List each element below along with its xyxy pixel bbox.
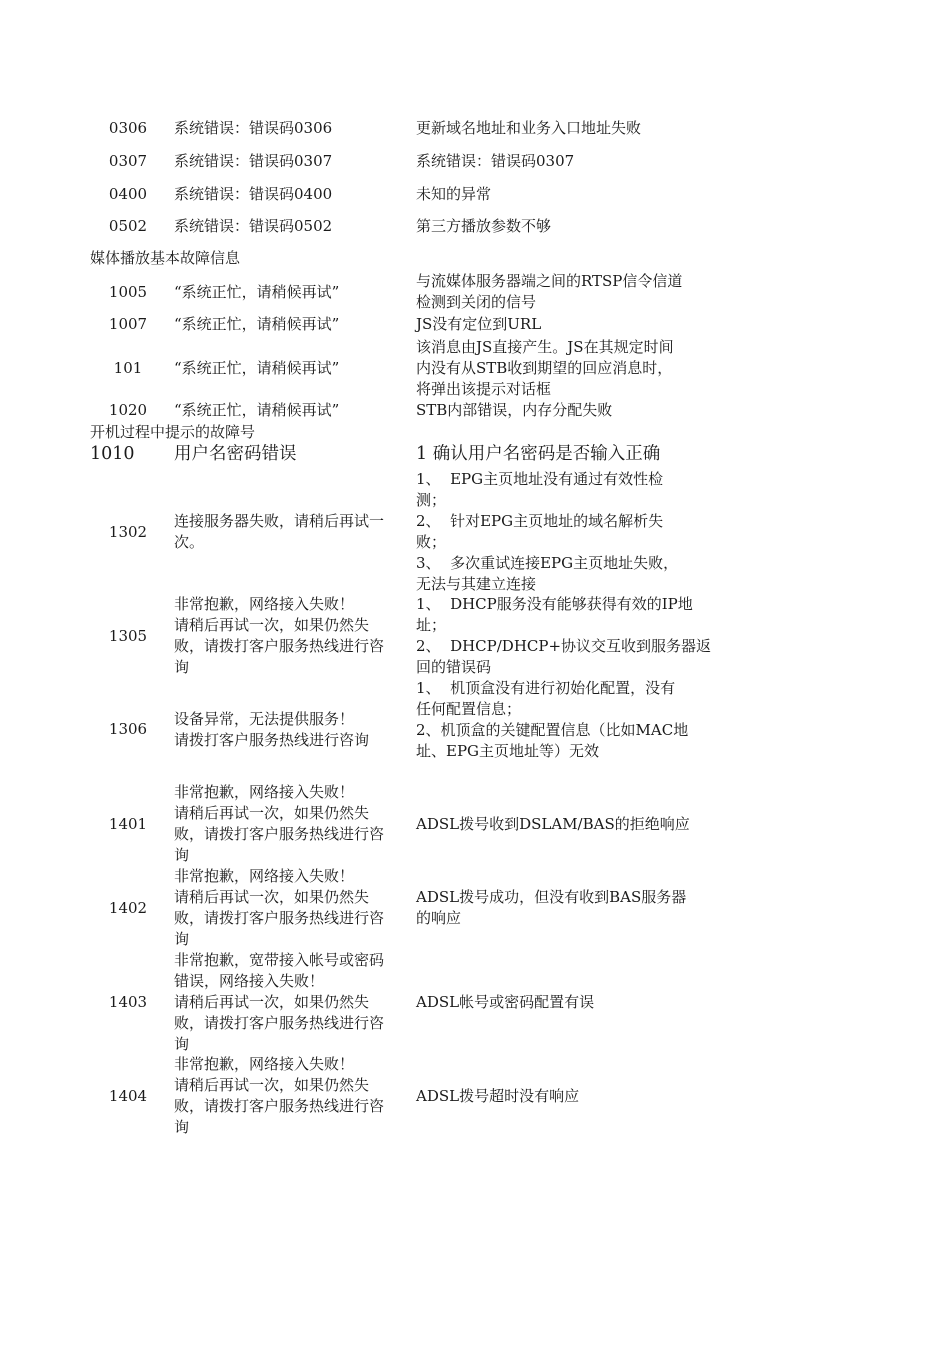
error-code: 1010 [90, 444, 135, 464]
table-row [0, 444, 950, 468]
error-code: 101 [113, 359, 143, 377]
error-message: “系统正忙，请稍候再试” [174, 315, 340, 333]
error-message: 系统错误：错误码0306 [174, 119, 333, 137]
error-message: 非常抱歉，网络接入失败！ 请稍后再试一次，如果仍然失 败，请拨打客户服务热线进行咨 询 [174, 867, 385, 948]
error-description: JS没有定位到URL [416, 315, 542, 333]
error-code: 1302 [108, 522, 148, 541]
error-message: 非常抱歉，网络接入失败！ 请稍后再试一次，如果仍然失 败，请拨打客户服务热线进行咨 询 [174, 783, 385, 864]
table-row [0, 314, 950, 335]
error-message: 系统错误：错误码0502 [174, 217, 333, 235]
table-row [0, 678, 950, 762]
error-description: 未知的异常 [416, 185, 492, 203]
error-message: 设备异常，无法提供服务！ 请拨打客户服务热线进行咨询 [174, 710, 370, 749]
table-row [0, 184, 950, 205]
error-description: 1、 EPG主页地址没有通过有效性检 测； 2、 针对EPG主页地址的域名解析失 败； 3、 多次重试连接EPG主页地址失败， 无法与其建立连接 [416, 470, 679, 593]
error-description: STB内部错误，内存分配失败 [416, 401, 613, 419]
table-row [0, 271, 950, 313]
error-description: ADSL拨号收到DSLAM/BAS的拒绝响应 [416, 814, 690, 833]
error-message: 连接服务器失败，请稍后再试一 次。 [174, 512, 385, 551]
table-row [0, 151, 950, 172]
error-description: 1 确认用户名密码是否输入正确 [416, 444, 661, 464]
error-message: 系统错误：错误码0307 [174, 152, 333, 170]
table-row [0, 594, 950, 678]
error-code: 0502 [108, 217, 148, 235]
error-message: 非常抱歉，宽带接入帐号或密码 错误，网络接入失败！ 请稍后再试一次，如果仍然失 败，请拨打客户服务热线进行咨 询 [174, 951, 385, 1053]
error-code: 1020 [108, 401, 148, 419]
error-message: “系统正忙，请稍候再试” [174, 359, 340, 377]
error-code: 1007 [108, 315, 148, 333]
table-row [0, 866, 950, 950]
error-code: 1401 [108, 814, 148, 833]
table-row [0, 118, 950, 139]
error-description: ADSL拨号成功，但没有收到BAS服务器 的响应 [416, 888, 687, 927]
error-description: ADSL拨号超时没有响应 [416, 1086, 580, 1105]
table-row [0, 400, 950, 421]
table-row [0, 216, 950, 237]
table-row [0, 950, 950, 1055]
error-description: 该消息由JS直接产生。JS在其规定时间 内没有从STB收到期望的回应消息时， 将弹出该提示对话框 [416, 338, 674, 398]
error-description: 1、 机顶盒没有进行初始化配置，没有 任何配置信息； 2、机顶盒的关键配置信息（比如MAC地 址、EPG主页地址等）无效 [416, 679, 689, 760]
error-message: “系统正忙，请稍候再试” [174, 282, 340, 301]
error-code: 1005 [108, 282, 148, 301]
error-message: 用户名密码错误 [174, 444, 297, 464]
error-description: ADSL帐号或密码配置有误 [416, 993, 595, 1011]
error-message: “系统正忙，请稍候再试” [174, 401, 340, 419]
section-heading-boot: 开机过程中提示的故障号 [90, 423, 256, 441]
error-description: 系统错误：错误码0307 [416, 152, 575, 170]
error-code: 1402 [108, 898, 148, 917]
error-description: 第三方播放参数不够 [416, 217, 552, 235]
error-code: 1404 [108, 1086, 148, 1105]
error-code: 1306 [108, 720, 148, 738]
error-code: 1305 [108, 626, 148, 645]
error-code: 0306 [108, 119, 148, 137]
table-row [0, 469, 950, 595]
table-row [0, 337, 950, 400]
error-code: 1403 [108, 993, 148, 1011]
table-row [0, 1054, 950, 1138]
section-heading-media: 媒体播放基本故障信息 [90, 249, 241, 267]
error-description: 与流媒体服务器端之间的RTSP信令信道 检测到关闭的信号 [416, 272, 683, 311]
error-description: 1、 DHCP服务没有能够获得有效的IP地 址； 2、 DHCP/DHCP+协议交互收到服务器返 回的错误码 [416, 595, 712, 676]
error-code: 0400 [108, 185, 148, 203]
error-message: 非常抱歉，网络接入失败！ 请稍后再试一次，如果仍然失 败，请拨打客户服务热线进行咨 询 [174, 1055, 385, 1136]
error-description: 更新域名地址和业务入口地址失败 [416, 119, 642, 137]
error-code: 0307 [108, 152, 148, 170]
error-message: 系统错误：错误码0400 [174, 185, 333, 203]
table-row [0, 782, 950, 866]
error-message: 非常抱歉，网络接入失败！ 请稍后再试一次，如果仍然失 败，请拨打客户服务热线进行咨 询 [174, 595, 385, 676]
